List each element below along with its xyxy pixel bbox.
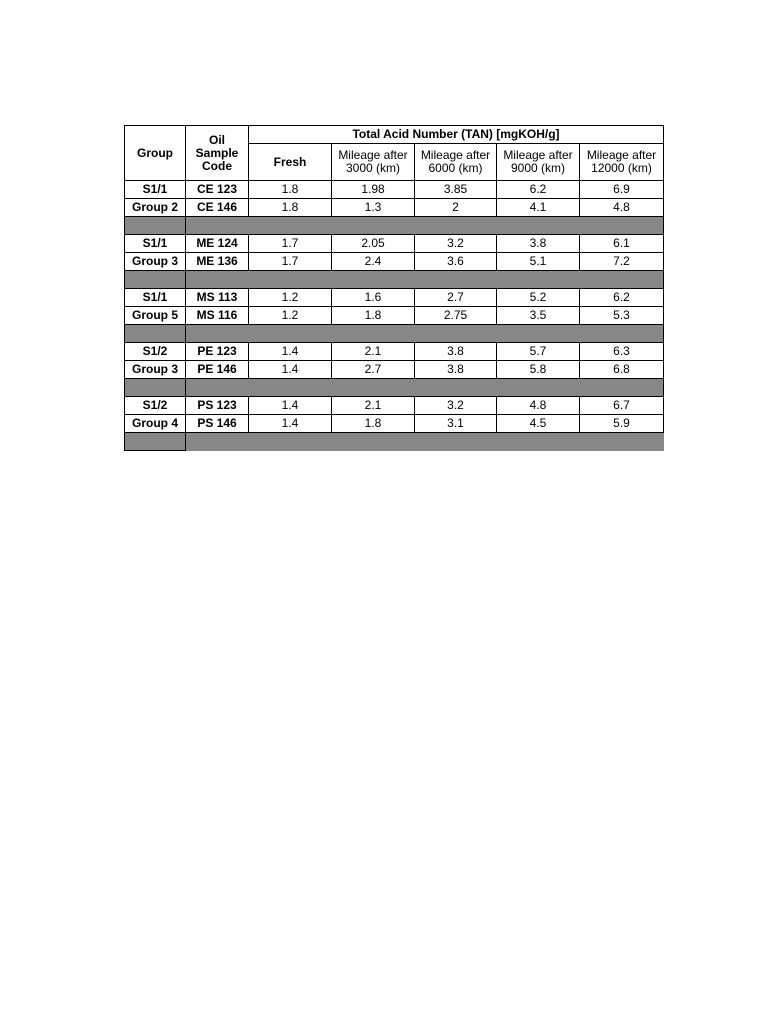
sample-code-cell: MS 116 [186,307,249,325]
table-row [125,199,664,217]
mileage-9000-cell: 5.8 [497,361,580,379]
separator-cell [125,271,186,289]
table-row [125,361,664,379]
mileage-9000-cell: 6.2 [497,181,580,199]
mileage-9000-header: Mileage after 9000 (km) [497,144,580,181]
mileage-9000-cell: 3.5 [497,307,580,325]
sample-code-cell: CE 146 [186,199,249,217]
tan-title-header: Total Acid Number (TAN) [mgKOH/g] [249,126,664,144]
mileage-12000-cell: 6.9 [580,181,664,199]
group-cell: S1/1 [125,289,186,307]
mileage-6000-cell: 3.8 [415,343,497,361]
separator-row [125,325,664,343]
sample-code-cell: PE 146 [186,361,249,379]
mileage-12000-cell: 6.8 [580,361,664,379]
fresh-cell: 1.7 [249,253,332,271]
table-row [125,181,664,199]
group-cell: S1/1 [125,235,186,253]
separator-cell [186,325,664,343]
separator-cell [186,217,664,235]
table-row [125,307,664,325]
mileage-6000-cell: 2.7 [415,289,497,307]
sample-code-cell: PE 123 [186,343,249,361]
sample-code-cell: CE 123 [186,181,249,199]
sample-code-cell: ME 136 [186,253,249,271]
fresh-cell: 1.4 [249,397,332,415]
mileage-12000-header: Mileage after 12000 (km) [580,144,664,181]
separator-row [125,271,664,289]
group-cell: Group 3 [125,253,186,271]
table-row [125,397,664,415]
fresh-cell: 1.4 [249,415,332,433]
mileage-12000-cell: 4.8 [580,199,664,217]
group-cell: Group 2 [125,199,186,217]
mileage-3000-cell: 1.8 [332,415,415,433]
separator-cell [125,217,186,235]
group-cell: Group 5 [125,307,186,325]
mileage-9000-cell: 5.7 [497,343,580,361]
sample-code-cell: PS 146 [186,415,249,433]
separator-cell [125,379,186,397]
header-row-1 [125,126,664,144]
separator-cell [125,433,186,451]
mileage-12000-cell: 7.2 [580,253,664,271]
mileage-3000-cell: 2.4 [332,253,415,271]
mileage-3000-cell: 2.1 [332,343,415,361]
mileage-12000-cell: 6.3 [580,343,664,361]
group-cell: S1/2 [125,343,186,361]
mileage-3000-cell: 1.98 [332,181,415,199]
fresh-cell: 1.2 [249,289,332,307]
separator-cell [186,433,664,451]
fresh-cell: 1.4 [249,361,332,379]
table-row [125,253,664,271]
mileage-12000-cell: 6.7 [580,397,664,415]
mileage-6000-cell: 3.1 [415,415,497,433]
mileage-3000-cell: 2.05 [332,235,415,253]
fresh-cell: 1.2 [249,307,332,325]
fresh-cell: 1.8 [249,199,332,217]
mileage-12000-cell: 5.9 [580,415,664,433]
fresh-header: Fresh [249,144,332,181]
fresh-cell: 1.7 [249,235,332,253]
group-cell: Group 3 [125,361,186,379]
sample-code-header: Oil Sample Code [186,126,249,181]
mileage-12000-cell: 6.1 [580,235,664,253]
table-row [125,343,664,361]
fresh-cell: 1.4 [249,343,332,361]
mileage-3000-cell: 1.3 [332,199,415,217]
mileage-3000-header: Mileage after 3000 (km) [332,144,415,181]
mileage-12000-cell: 6.2 [580,289,664,307]
mileage-6000-cell: 3.8 [415,361,497,379]
separator-cell [125,325,186,343]
sample-code-cell: ME 124 [186,235,249,253]
mileage-6000-cell: 3.2 [415,397,497,415]
group-cell: Group 4 [125,415,186,433]
separator-cell [186,271,664,289]
mileage-9000-cell: 5.1 [497,253,580,271]
separator-cell [186,379,664,397]
mileage-12000-cell: 5.3 [580,307,664,325]
group-header: Group [125,126,186,181]
group-cell: S1/2 [125,397,186,415]
mileage-9000-cell: 4.8 [497,397,580,415]
separator-row [125,379,664,397]
mileage-3000-cell: 1.8 [332,307,415,325]
separator-row [125,433,664,451]
mileage-9000-cell: 4.5 [497,415,580,433]
mileage-6000-cell: 2 [415,199,497,217]
table-row [125,289,664,307]
mileage-9000-cell: 5.2 [497,289,580,307]
mileage-9000-cell: 4.1 [497,199,580,217]
mileage-6000-cell: 2.75 [415,307,497,325]
table-row [125,235,664,253]
mileage-3000-cell: 2.1 [332,397,415,415]
mileage-9000-cell: 3.8 [497,235,580,253]
mileage-6000-cell: 3.6 [415,253,497,271]
sample-code-cell: PS 123 [186,397,249,415]
tan-table [124,125,664,451]
mileage-6000-header: Mileage after 6000 (km) [415,144,497,181]
mileage-3000-cell: 1.6 [332,289,415,307]
mileage-3000-cell: 2.7 [332,361,415,379]
fresh-cell: 1.8 [249,181,332,199]
sample-code-cell: MS 113 [186,289,249,307]
mileage-6000-cell: 3.2 [415,235,497,253]
mileage-6000-cell: 3.85 [415,181,497,199]
separator-row [125,217,664,235]
group-cell: S1/1 [125,181,186,199]
table-row [125,415,664,433]
